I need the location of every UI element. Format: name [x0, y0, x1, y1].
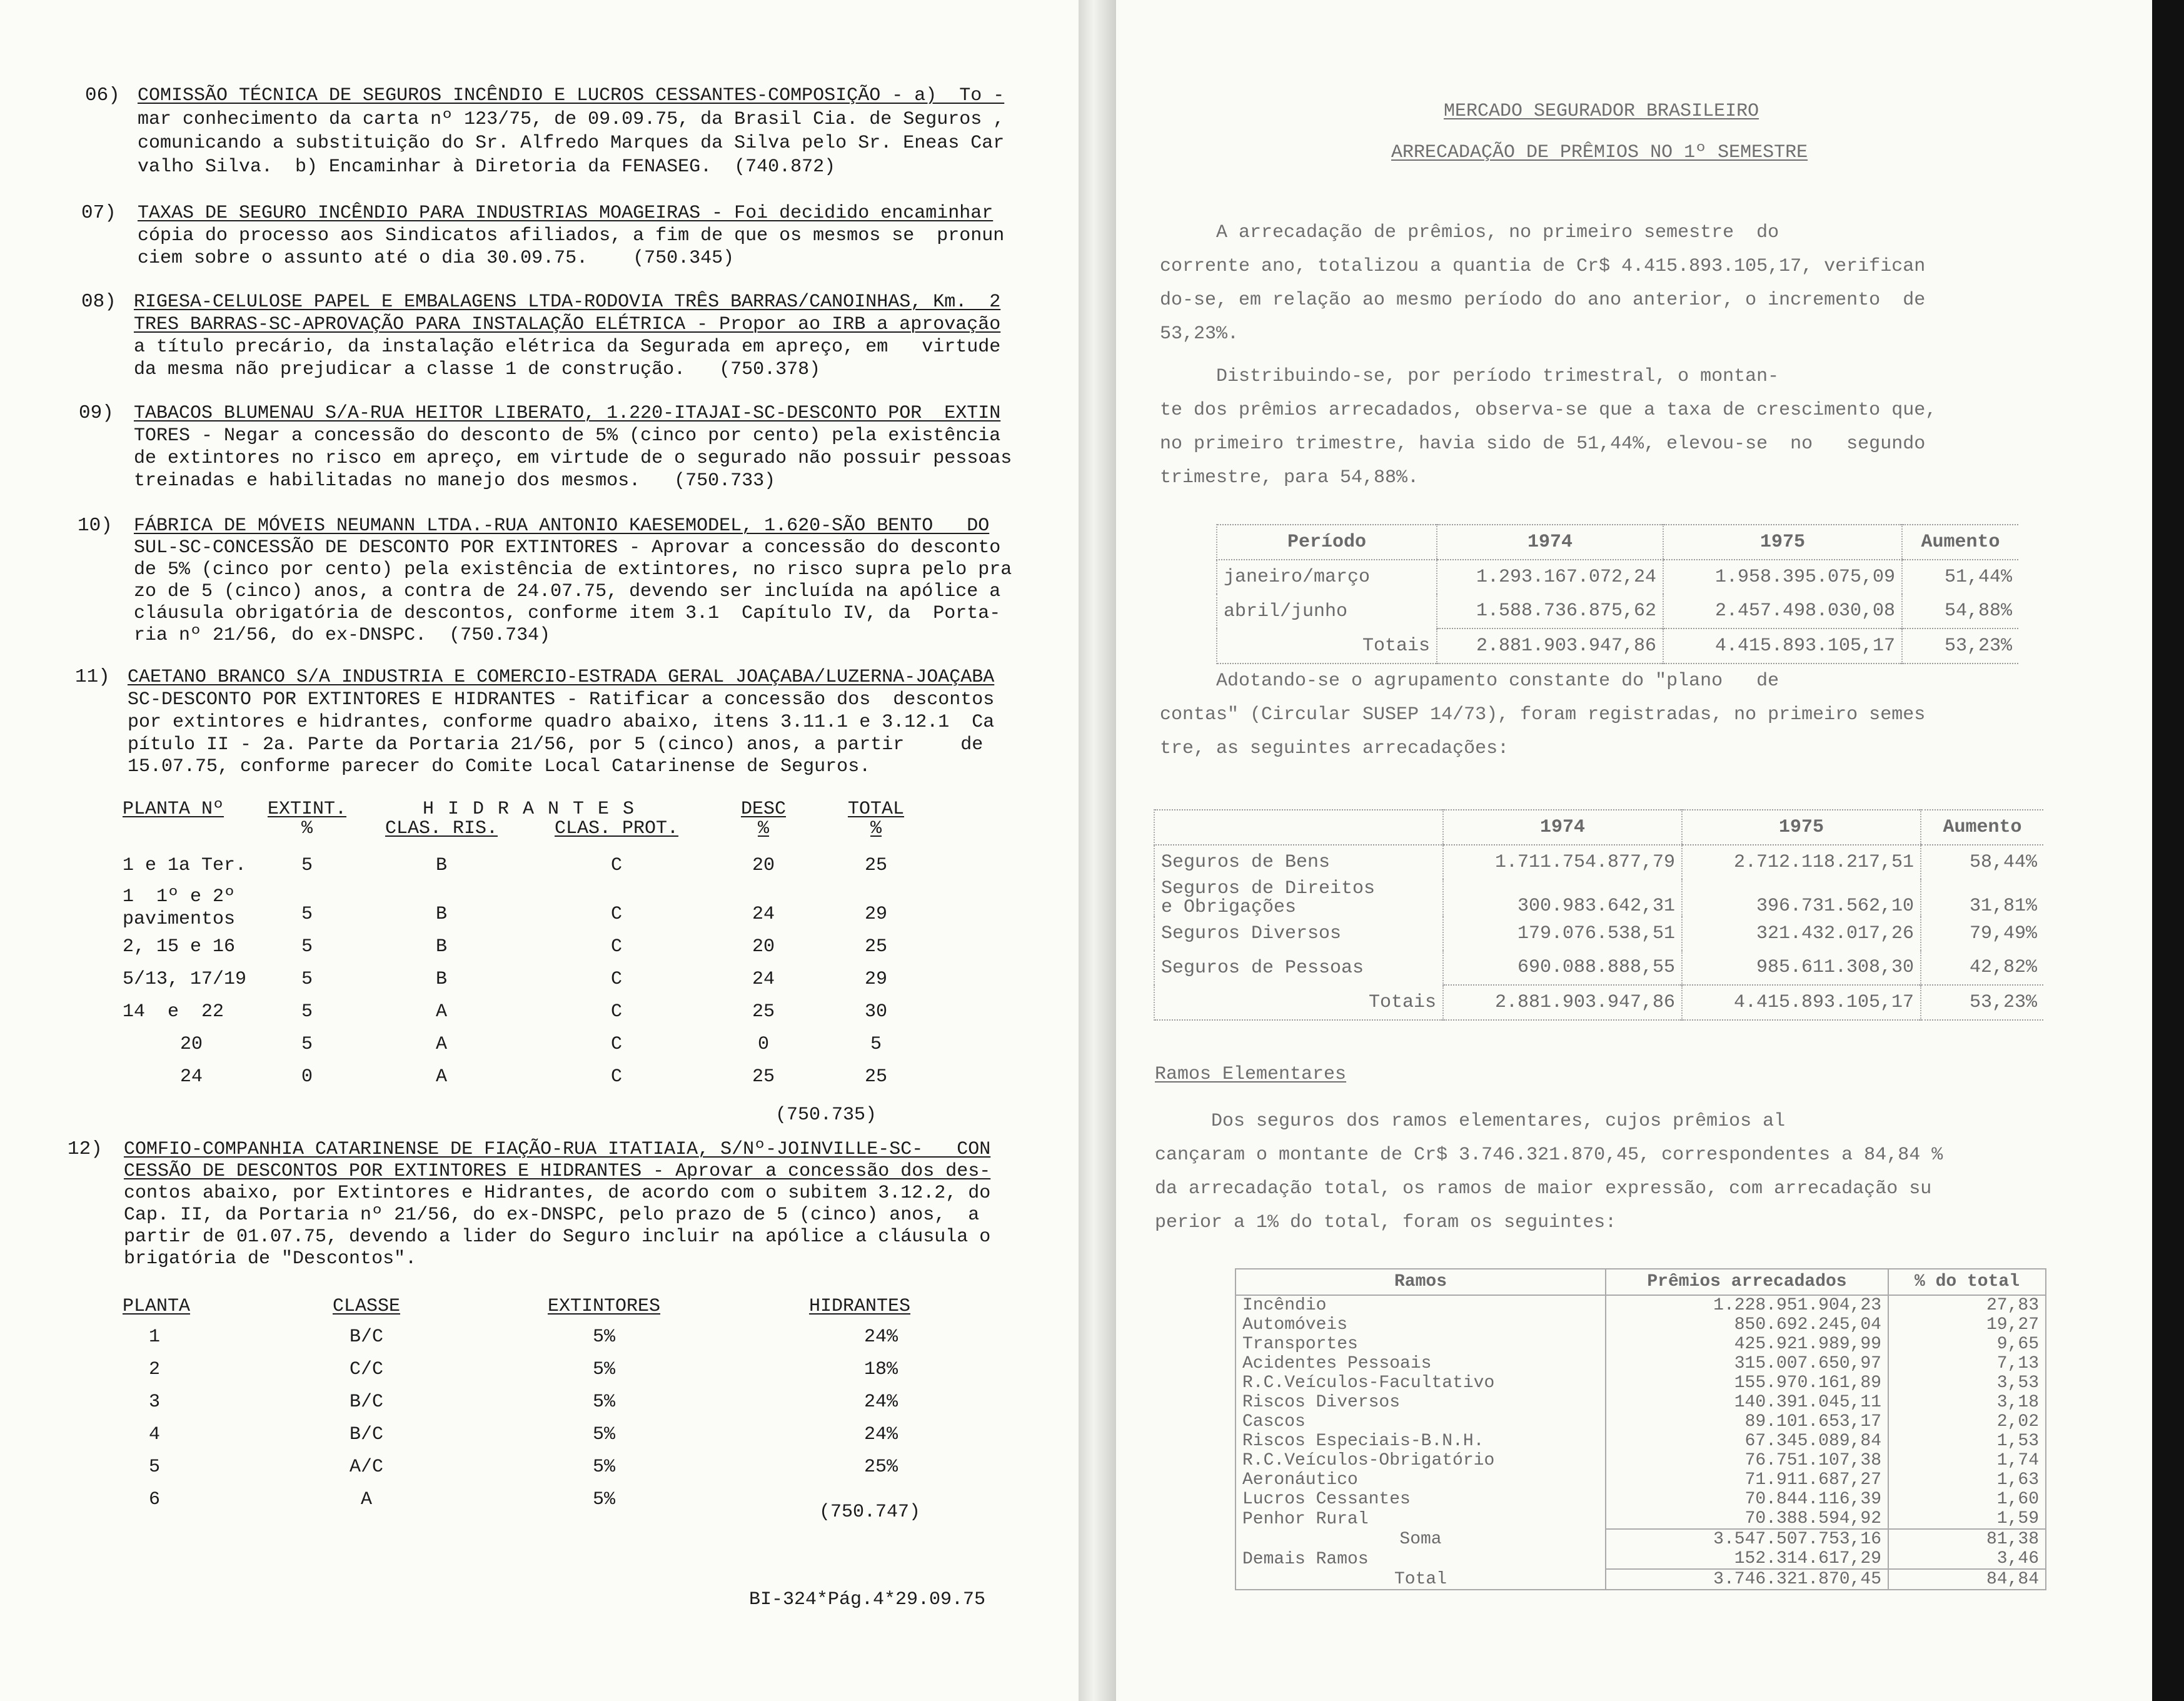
item-10-line-2: SUL-SC-CONCESSÃO DE DESCONTO POR EXTINTORES - Aprovar a concessão do desconto — [134, 537, 1001, 558]
item-12-line-6: brigatória de "Descontos". — [124, 1248, 417, 1269]
item-number-09: 09) — [79, 402, 114, 424]
col-1974: 1974 — [1443, 810, 1682, 845]
item-10-line-1: FÁBRICA DE MÓVEIS NEUMANN LTDA.-RUA ANTONIO KAESEMODEL, 1.620-SÃO BENTO DO — [134, 515, 990, 537]
table-row: 1 B/C 5% 24% — [149, 1326, 898, 1348]
item-10-line-3: de 5% (cinco por cento) pela existência de extintores, no risco supra pelo pra — [134, 559, 1012, 580]
table-row: 5 A/C 5% 25% — [149, 1456, 898, 1478]
para-4-line-4: perior a 1% do total, foram os seguintes: — [1155, 1212, 1617, 1233]
table-row: 2 C/C 5% 18% — [149, 1359, 898, 1380]
para-4-line-2: cançaram o montante de Cr$ 3.746.321.870,45, correspondentes a 84,84 % — [1155, 1144, 1943, 1166]
col-total-pct: % — [870, 818, 882, 839]
table-row: 20 5 A C 0 5 — [179, 1034, 882, 1055]
table-row: R.C.Veículos-Obrigatório 76.751.107,38 1,74 — [1235, 1451, 2046, 1470]
col-extint: EXTINT. — [267, 799, 347, 820]
table-row: 1 1º e 2º pavimentos 5 B C 24 29 — [123, 886, 887, 930]
report-title: MERCADO SEGURADOR BRASILEIRO — [1444, 101, 1759, 122]
page-footer: BI-324*Pág.4*29.09.75 — [749, 1589, 986, 1610]
item-11-line-5: 15.07.75, conforme parecer do Comite Local Catarinense de Seguros. — [128, 756, 871, 777]
item-11-line-1: CAETANO BRANCO S/A INDUSTRIA E COMERCIO-ESTRADA GERAL JOAÇABA/LUZERNA-JOAÇABA — [128, 667, 995, 688]
col-premios: Prêmios arrecadados — [1606, 1269, 1888, 1295]
item-06-line-2: mar conhecimento da carta nº 123/75, de 09.09.75, da Brasil Cia. de Seguros , — [138, 109, 1005, 130]
col-1975: 1975 — [1663, 525, 1902, 560]
item-08-line-4: da mesma não prejudicar a classe 1 de construção. (750.378) — [134, 359, 821, 380]
item-12-line-2: CESSÃO DE DESCONTOS POR EXTINTORES E HIDRANTES - Aprovar a concessão dos des- — [124, 1161, 991, 1182]
para-1-line-1: A arrecadação de prêmios, no primeiro semestre do — [1160, 222, 1779, 243]
item-11-line-3: por extintores e hidrantes, conforme quadro abaixo, itens 3.11.1 e 3.12.1 Ca — [128, 712, 995, 733]
para-4-line-1: Dos seguros dos ramos elementares, cujos prêmios al — [1155, 1111, 1786, 1132]
table-row-total: Totais 2.881.903.947,86 4.415.893.105,17 53,23% — [1217, 628, 2018, 664]
col-group — [1154, 810, 1443, 845]
table-row: Seguros de Direitos e Obrigações 300.983.642,31 396.731.562,10 31,81% — [1154, 879, 2043, 917]
table-12-reference: (750.747) — [819, 1502, 921, 1523]
item-number-10: 10) — [78, 515, 113, 537]
table-row: janeiro/março 1.293.167.072,24 1.958.395.075,09 51,44% — [1217, 560, 2018, 594]
col-1975: 1975 — [1682, 810, 1921, 845]
item-10-line-6: ria nº 21/56, do ex-DNSPC. (750.734) — [134, 625, 551, 646]
table-row: R.C.Veículos-Facultativo 155.970.161,89 3,53 — [1235, 1373, 2046, 1393]
table-row: Riscos Especiais-B.N.H. 67.345.089,84 1,53 — [1235, 1431, 2046, 1451]
col-1974: 1974 — [1437, 525, 1663, 560]
item-09-line-3: de extintores no risco em apreço, em virtude de o segurado não possuir pessoas — [134, 448, 1012, 469]
lines-table — [1235, 1246, 2046, 1613]
table-row-total: Totais 2.881.903.947,86 4.415.893.105,17 53,23% — [1154, 985, 2043, 1020]
table-row: Incêndio 1.228.951.904,23 27,83 — [1235, 1295, 2046, 1315]
col-aumento: Aumento — [1921, 810, 2043, 845]
col-clas-ris: CLAS. RIS. — [385, 818, 498, 839]
item-12-line-4: Cap. II, da Portaria nº 21/56, do ex-DNSPC, pelo prazo de 5 (cinco) anos, a — [124, 1204, 980, 1226]
item-07-line-2: cópia do processo aos Sindicatos afiliados, a fim de que os mesmos se pronun — [138, 225, 1005, 246]
table-row: Automóveis 850.692.245,04 19,27 — [1235, 1315, 2046, 1335]
item-07-line-3: ciem sobre o assunto até o dia 30.09.75. (750.345) — [138, 248, 735, 269]
item-number-12: 12) — [68, 1138, 103, 1160]
item-12-line-1: COMFIO-COMPANHIA CATARINENSE DE FIAÇÃO-RUA ITATIAIA, S/Nº-JOINVILLE-SC- CON — [124, 1139, 991, 1160]
table-row: 5/13, 17/19 5 B C 24 29 — [123, 969, 887, 990]
table-row: 2, 15 e 16 5 B C 20 25 — [123, 936, 887, 957]
table-11 — [123, 777, 929, 1116]
table-row: 4 B/C 5% 24% — [149, 1424, 898, 1445]
para-2-line-1: Distribuindo-se, por período trimestral, o montan- — [1160, 366, 1779, 387]
item-number-11: 11) — [75, 666, 110, 688]
table-row: Penhor Rural 70.388.594,92 1,59 — [1235, 1509, 2046, 1529]
item-12-line-5: partir de 01.07.75, devendo a lider do Seguro incluir na apólice a cláusula o — [124, 1226, 991, 1248]
col-extint-pct: % — [301, 818, 313, 839]
table-row: Cascos 89.101.653,17 2,02 — [1235, 1412, 2046, 1431]
col-extintores: EXTINTORES — [547, 1296, 661, 1317]
col-desc: DESC — [740, 799, 786, 820]
col-ramos: Ramos — [1235, 1269, 1606, 1295]
item-number-06: 06) — [85, 84, 120, 106]
col-aumento: Aumento — [1902, 525, 2018, 560]
col-desc-pct: % — [757, 818, 769, 839]
item-11-line-4: pítulo II - 2a. Parte da Portaria 21/56, por 5 (cinco) anos, a partir de — [128, 734, 984, 755]
table-row: 6 A 5% — [149, 1489, 615, 1510]
item-number-07: 07) — [81, 202, 116, 224]
page-gutter — [1079, 0, 1116, 1701]
report-subtitle: ARRECADAÇÃO DE PRÊMIOS NO 1º SEMESTRE — [1391, 142, 1808, 163]
para-1-line-2: corrente ano, totalizou a quantia de Cr$ 4.415.893.105,17, verifican — [1160, 256, 1926, 277]
table-row: 14 e 22 5 A C 25 30 — [123, 1001, 887, 1022]
para-2-line-3: no primeiro trimestre, havia sido de 51,44%, elevou-se no segundo — [1160, 433, 1926, 455]
quarterly-table — [1216, 502, 2018, 687]
para-1-line-4: 53,23%. — [1160, 323, 1239, 345]
table-row: 1 e 1a Ter. 5 B C 20 25 — [123, 855, 887, 876]
para-3-line-3: tre, as seguintes arrecadações: — [1160, 738, 1509, 759]
item-08-line-2: TRES BARRAS-SC-APROVAÇÃO PARA INSTALAÇÃO ELÉTRICA - Propor ao IRB a aprovação — [134, 314, 1001, 335]
item-08-line-1: RIGESA-CELULOSE PAPEL E EMBALAGENS LTDA-RODOVIA TRÊS BARRAS/CANOINHAS, Km. 2 — [134, 291, 1001, 313]
col-clas-prot: CLAS. PROT. — [554, 818, 679, 839]
item-09-line-2: TORES - Negar a concessão do desconto de 5% (cinco por cento) pela existência — [134, 425, 1001, 447]
para-3-line-2: contas" (Circular SUSEP 14/73), foram registradas, no primeiro semes — [1160, 704, 1926, 725]
table-11-reference: (750.735) — [775, 1104, 877, 1126]
item-10-line-5: cláusula obrigatória de descontos, conforme item 3.1 Capítulo IV, da Porta- — [134, 603, 1001, 624]
left-page — [0, 0, 1079, 1701]
table-row: Seguros de Pessoas 690.088.888,55 985.611.308,30 42,82% — [1154, 951, 2043, 985]
section-heading: Ramos Elementares — [1155, 1064, 1347, 1085]
item-09-line-1: TABACOS BLUMENAU S/A-RUA HEITOR LIBERATO, 1.220-ITAJAI-SC-DESCONTO POR EXTIN — [134, 403, 1001, 424]
para-2-line-2: te dos prêmios arrecadados, observa-se que a taxa de crescimento que, — [1160, 400, 1937, 421]
table-row-subtotal: Soma 3.547.507.753,16 81,38 — [1235, 1529, 2046, 1549]
item-number-08: 08) — [81, 291, 116, 313]
item-10-line-4: zo de 5 (cinco) anos, a contra de 24.07.75, devendo ser incluída na apólice a — [134, 581, 1001, 602]
table-row: Seguros Diversos 179.076.538,51 321.432.017,26 79,49% — [1154, 917, 2043, 951]
table-row: 3 B/C 5% 24% — [149, 1391, 898, 1413]
para-3-line-1: Adotando-se o agrupamento constante do "plano de — [1160, 670, 1779, 692]
para-2-line-4: trimestre, para 54,88%. — [1160, 467, 1419, 488]
item-06-line-1: COMISSÃO TÉCNICA DE SEGUROS INCÊNDIO E LUCROS CESSANTES-COMPOSIÇÃO - a) To - — [138, 85, 1005, 106]
right-page — [1116, 0, 2184, 1701]
col-pct-total: % do total — [1888, 1269, 2046, 1295]
col-hidrantes: H I D R A N T E S — [422, 799, 636, 820]
col-total: TOTAL — [847, 799, 904, 820]
item-09-line-4: treinadas e habilitadas no manejo dos mesmos. (750.733) — [134, 470, 776, 492]
item-12-line-3: contos abaixo, por Extintores e Hidrantes, de acordo com o subitem 3.12.2, do — [124, 1183, 991, 1204]
table-row: Aeronáutico 71.911.687,27 1,63 — [1235, 1470, 2046, 1490]
item-06-line-3: comunicando a substituição do Sr. Alfredo Marques da Silva pelo Sr. Eneas Car — [138, 133, 1005, 154]
col-planta: PLANTA — [123, 1296, 191, 1317]
col-classe: CLASSE — [332, 1296, 401, 1317]
para-4-line-3: da arrecadação total, os ramos de maior expressão, com arrecadação su — [1155, 1178, 1932, 1199]
table-row: Demais Ramos 152.314.617,29 3,46 — [1235, 1549, 2046, 1569]
para-1-line-3: do-se, em relação ao mesmo período do ano anterior, o incremento de — [1160, 290, 1926, 311]
table-row: Acidentes Pessoais 315.007.650,97 7,13 — [1235, 1354, 2046, 1373]
scan-edge-right — [2152, 0, 2184, 1701]
table-row-total: Total 3.746.321.870,45 84,84 — [1235, 1569, 2046, 1590]
table-12 — [123, 1269, 910, 1538]
table-row: Seguros de Bens 1.711.754.877,79 2.712.118.217,51 58,44% — [1154, 845, 2043, 879]
item-07-line-1: TAXAS DE SEGURO INCÊNDIO PARA INDUSTRIAS MOAGEIRAS - Foi decidido encaminhar — [138, 203, 994, 224]
table-row: Riscos Diversos 140.391.045,11 3,18 — [1235, 1393, 2046, 1412]
table-row: Transportes 425.921.989,99 9,65 — [1235, 1335, 2046, 1354]
item-06-line-4: valho Silva. b) Encaminhar à Diretoria da FENASEG. (740.872) — [138, 156, 836, 178]
table-row: Lucros Cessantes 70.844.116,39 1,60 — [1235, 1490, 2046, 1509]
col-planta: PLANTA Nº — [123, 799, 224, 820]
col-hidrantes: HIDRANTES — [808, 1296, 910, 1317]
col-periodo: Período — [1217, 525, 1437, 560]
item-11-line-2: SC-DESCONTO POR EXTINTORES E HIDRANTES - Ratificar a concessão dos descontos — [128, 689, 995, 710]
table-row: abril/junho 1.588.736.875,62 2.457.498.030,08 54,88% — [1217, 594, 2018, 628]
grouping-table — [1154, 787, 2043, 1043]
item-08-line-3: a título precário, da instalação elétrica da Segurada em apreço, em virtude — [134, 336, 1001, 358]
table-row: 24 0 A C 25 25 — [179, 1066, 887, 1088]
